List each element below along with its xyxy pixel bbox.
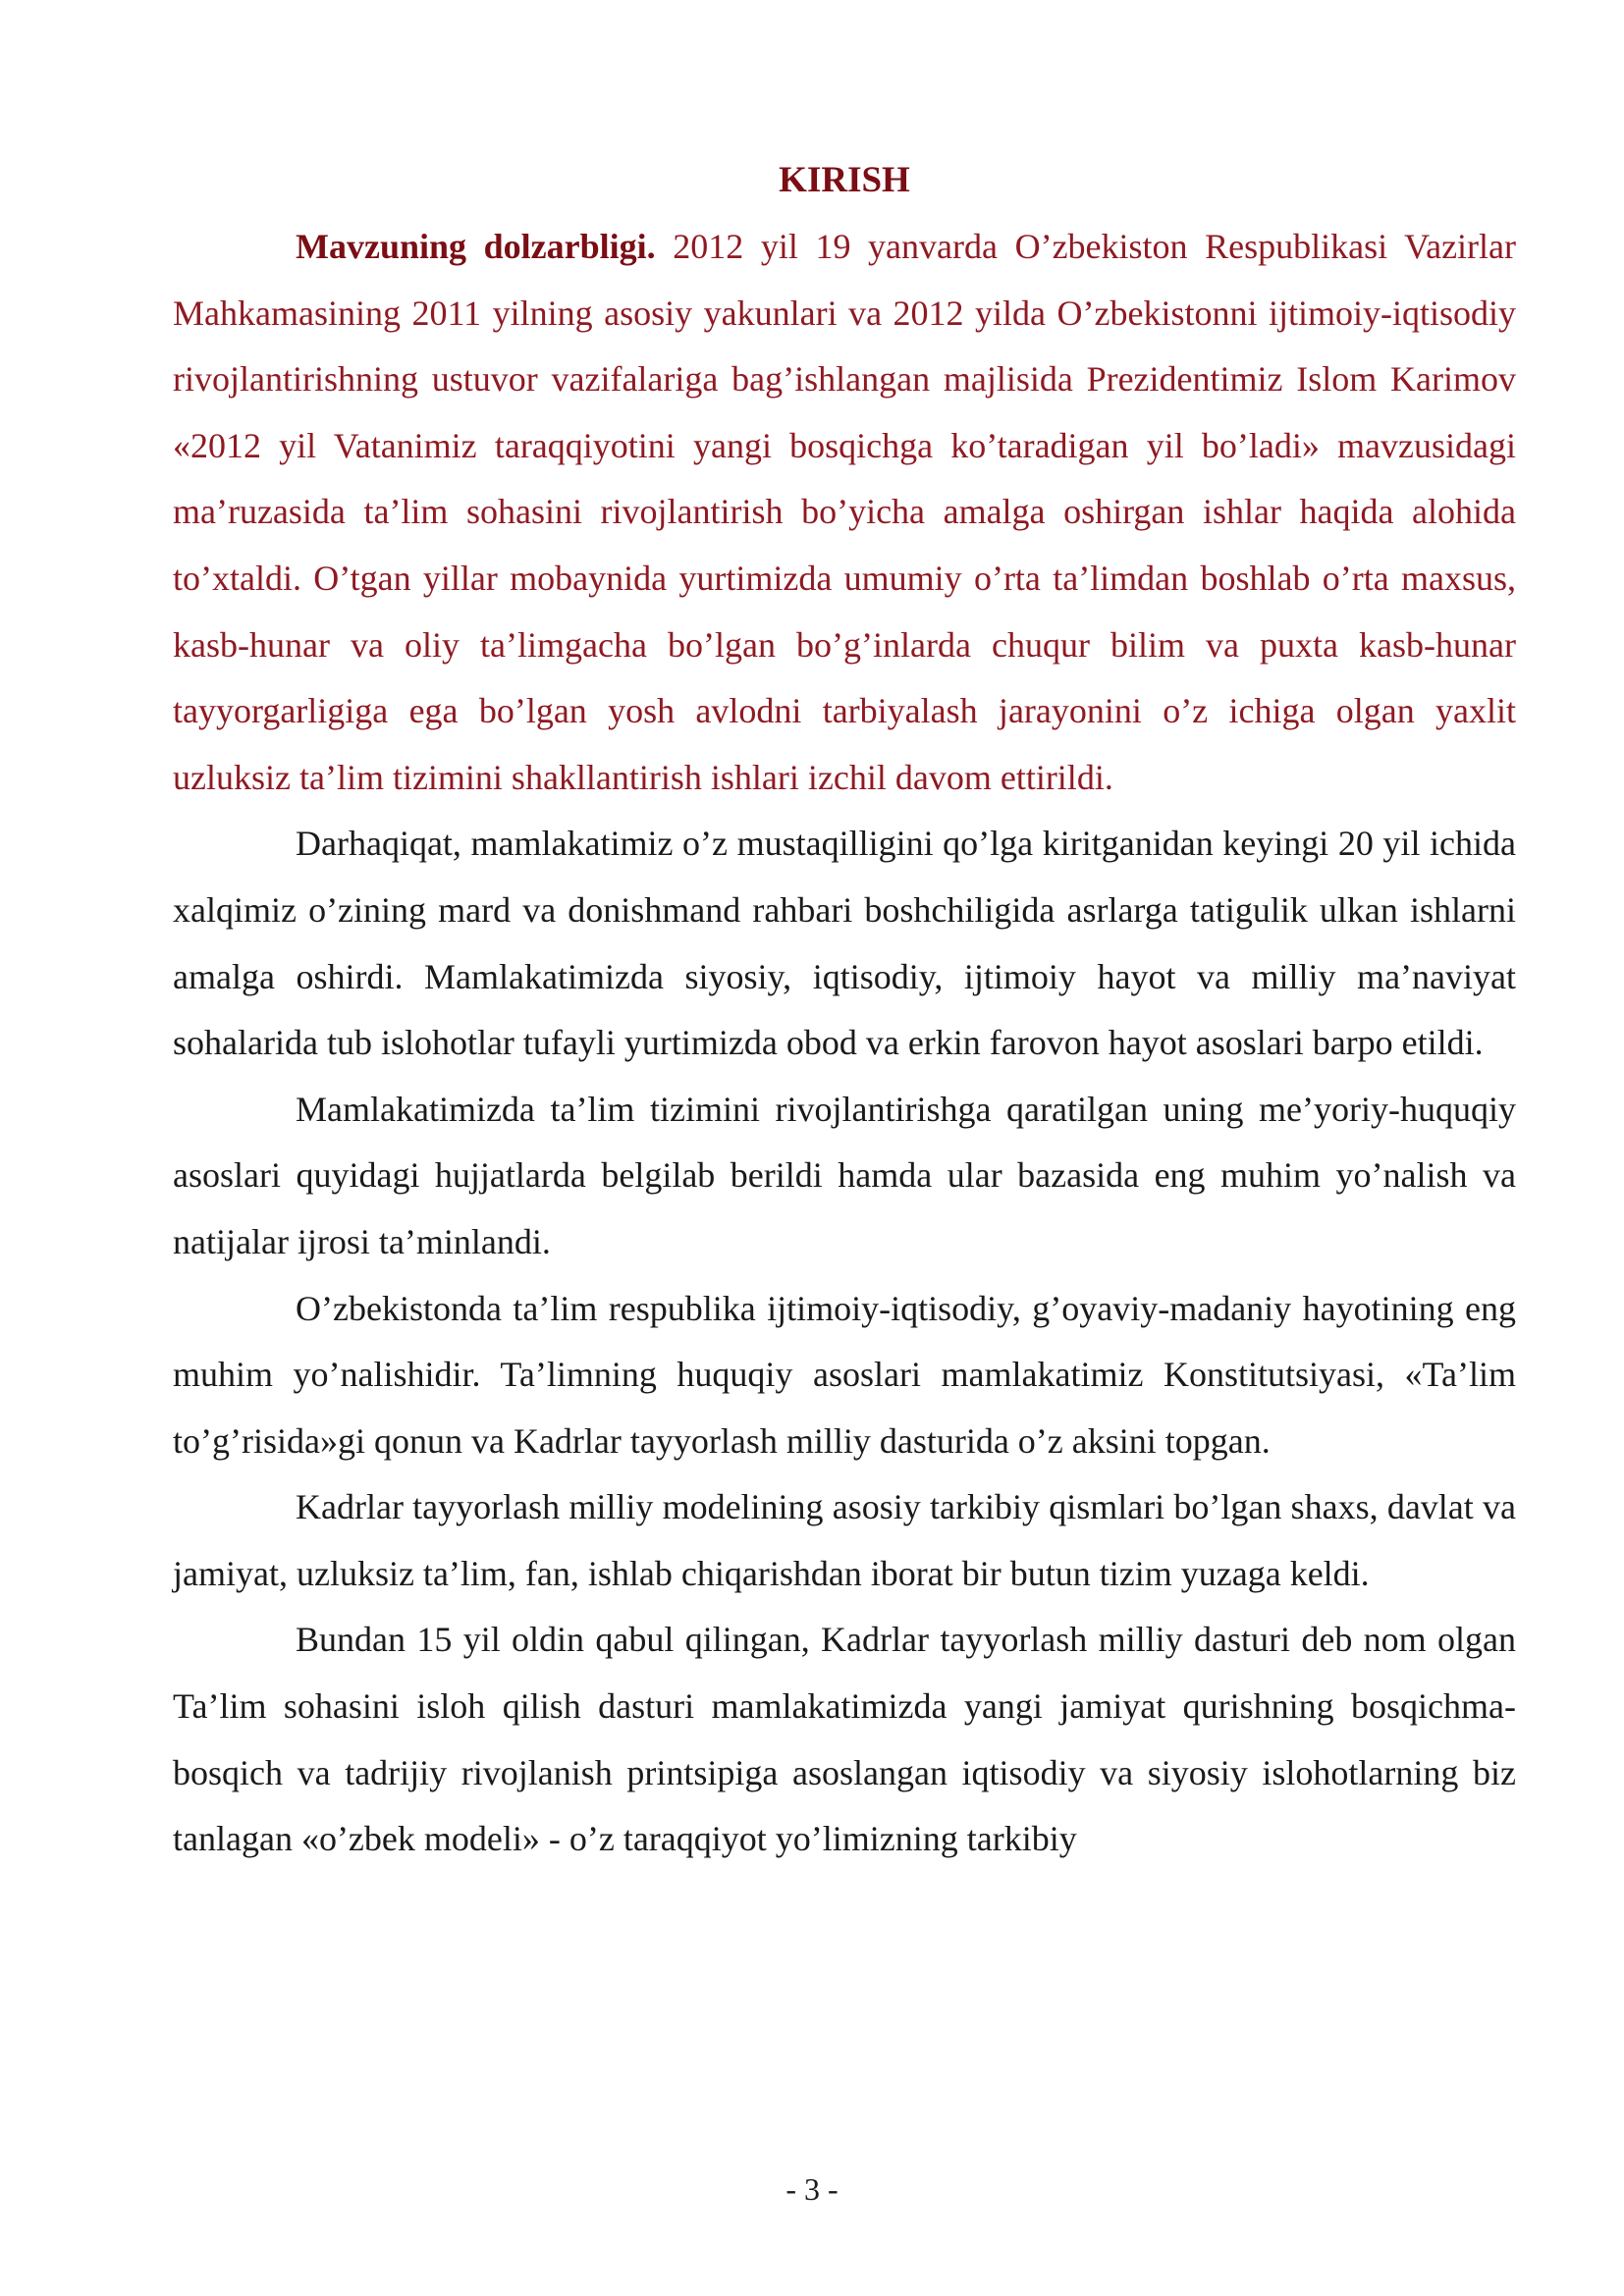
section-heading: KIRISH — [779, 160, 910, 200]
document-page — [173, 147, 1516, 1873]
paragraph-lead: Mavzuning dolzarbligi. — [296, 227, 656, 266]
paragraph: Darhaqiqat, mamlakatimiz o’z mustaqilligini qo’lga kiritganidan keyingi 20 yil ichida xalqimiz o’zining mard va donishmand rahbari boshchiligida asrlarga tatigulik ulkan ishlarni amalga oshirdi. Mamlakatimizda siyosiy, iqtisodiy, ijtimoiy hayot va milliy ma’naviyat sohalarida tub islohotlar tufayli yurtimizda obod va erkin farovon hayot asoslari barpo etildi. — [173, 824, 1516, 1063]
paragraph-relevance — [173, 214, 1516, 811]
paragraph: O’zbekistonda ta’lim respublika ijtimoiy-iqtisodiy, g’oyaviy-madaniy hayotining eng muhim yo’nalishidir. Ta’limning huquqiy asoslari mamlakatimiz Konstitutsiyasi, «Ta’lim to’g’risida»gi qonun va Kadrlar tayyorlash milliy dasturida o’z aksini topgan. — [173, 1288, 1516, 1461]
paragraph: Bundan 15 yil oldin qabul qilingan, Kadrlar tayyorlash milliy dasturi deb nom olgan Ta’lim sohasini isloh qilish dasturi mamlakatimizda yangi jamiyat qurishning bosqichma-bosqich va tadrijiy rivojlanish printsipiga asoslangan iqtisodiy va siyosiy islohotlarning biz tanlagan «o’zbek modeli» - o’z taraqqiyot yo’limizning tarkibiy — [173, 1620, 1516, 1859]
paragraph-text: 2012 yil 19 yanvarda O’zbekiston Respublikasi Vazirlar Mahkamasining 2011 yilning asosiy yakunlari va 2012 yilda O’zbekistonni ijtimoiy-iqtisodiy rivojlantirishning ustuvor vazifalariga bag’ishlangan majlisida Prezidentimiz Islom Karimov «2012 yil Vatanimiz taraqqiyotini yangi bosqichga ko’taradigan yil bo’ladi» mavzusidagi ma’ruzasida ta’lim sohasini rivojlantirish bo’yicha amalga oshirgan ishlar haqida alohida to’xtaldi. O’tgan yillar mobaynida yurtimizda umumiy o’rta ta’limdan boshlab o’rta maxsus, kasb-hunar va oliy ta’limgacha bo’lgan bo’g’inlarda chuqur bilim va puxta kasb-hunar tayyorgarligiga ega bo’lgan yosh avlodni tarbiyalash jarayonini o’z ichiga olgan yaxlit uzluksiz ta’lim tizimini shakllantirish ishlari izchil davom ettirildi. — [173, 227, 1517, 797]
paragraph: Mamlakatimizda ta’lim tizimini rivojlantirishga qaratilgan uning me’yoriy-huquqiy asoslari quyidagi hujjatlarda belgilab berildi hamda ular bazasida eng muhim yo’nalish va natijalar ijrosi ta’minlandi. — [173, 1089, 1516, 1261]
paragraph: Kadrlar tayyorlash milliy modelining asosiy tarkibiy qismlari bo’lgan shaxs, davlat va jamiyat, uzluksiz ta’lim, fan, ishlab chiqarishdan iborat bir butun tizim yuzaga keldi. — [173, 1487, 1516, 1593]
page-number: - 3 - — [785, 2171, 839, 2207]
